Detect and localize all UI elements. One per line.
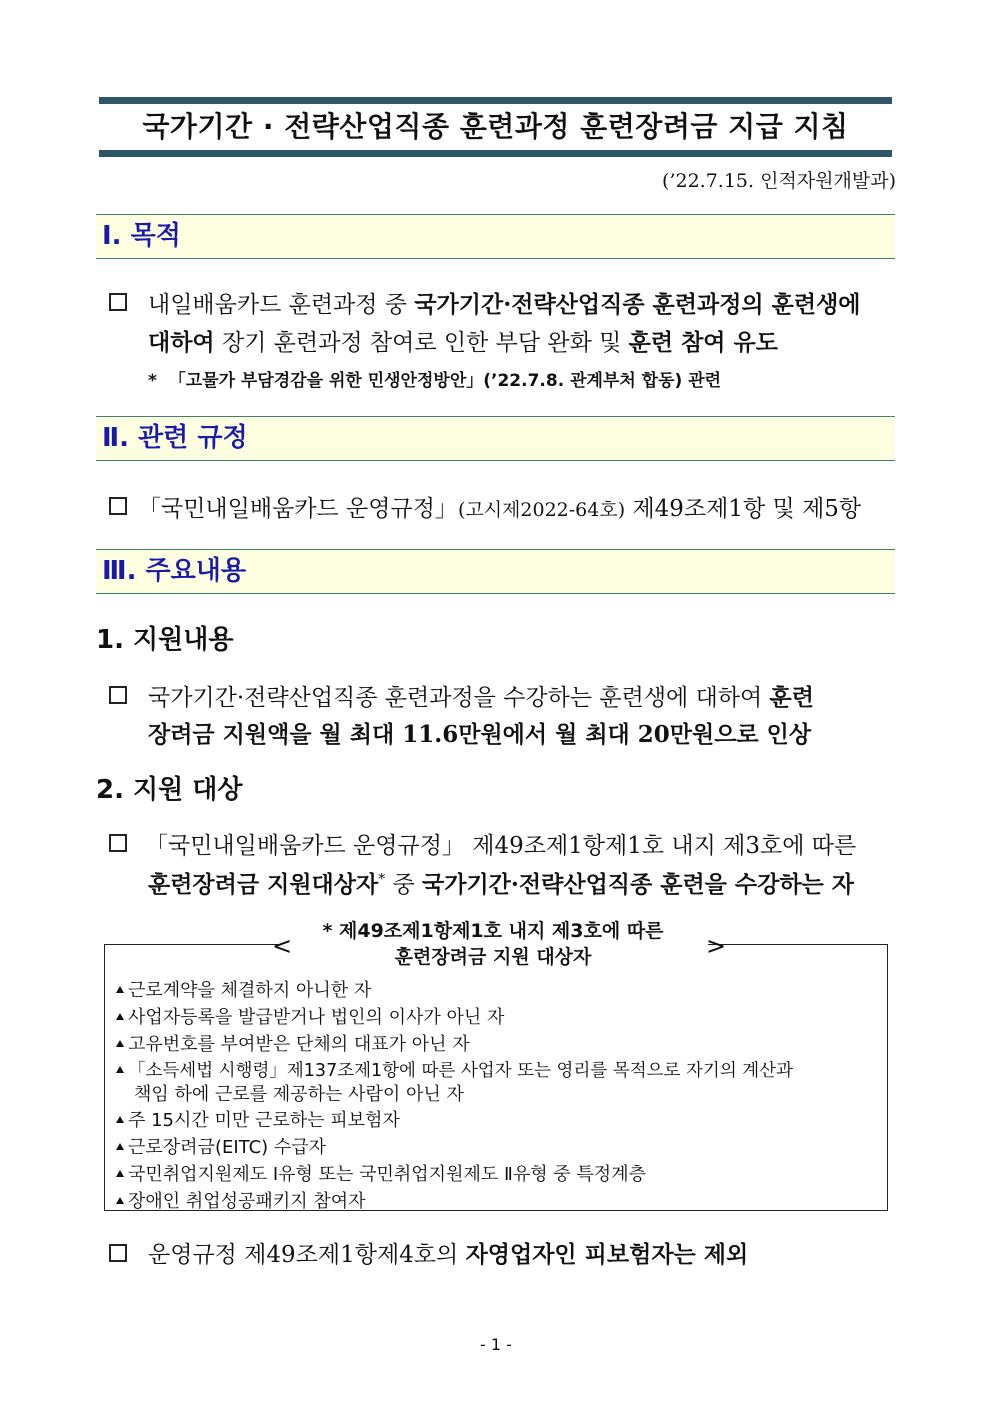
list-item [116,1003,504,1029]
triangle-bullet-icon [116,1116,124,1123]
triangle-bullet-icon [116,1066,124,1073]
section-label: Ⅰ. 목적 [102,221,181,251]
checkbox-icon [109,834,127,852]
purpose-line-2 [148,324,778,357]
triangle-bullet-icon [116,1197,124,1204]
section-header-purpose [96,214,895,259]
list-item [116,1030,470,1056]
list-item-continuation: 책임 하에 근로를 제공하는 사람이 아닌 자 [134,1084,464,1105]
subheading-eligibility: 2. 지원 대상 [96,775,243,805]
text: 「국민내일배움카드 운영규정」 [138,496,458,522]
checkbox-icon [109,686,127,704]
text: 장기 훈련과정 참여로 인한 부담 완화 및 [214,330,629,356]
asterisk: * [148,371,157,391]
list-item-text: 고유번호를 부여받은 단체의 대표가 아닌 자 [128,1034,470,1055]
text-bold: 훈련 참여 유도 [628,329,778,356]
list-item [116,1160,646,1186]
checkbox-icon [109,1244,127,1262]
triangle-bullet-icon [116,1013,124,1020]
triangle-bullet-icon [116,1143,124,1150]
text: 국가기간·전략산업직종 훈련과정을 수강하는 훈련생에 대하여 [148,685,770,711]
text: 내일배움카드 훈련과정 중 [148,292,415,318]
bracket-right: > [706,932,727,960]
section-label: Ⅱ. 관련 규정 [102,423,248,453]
triangle-bullet-icon [116,986,124,993]
text: 운영규정 제49조제1항제4호의 [148,1242,466,1268]
triangle-bullet-icon [116,1170,124,1177]
box-title [278,918,708,970]
date-department: (’22.7.15. 인적자원개발과) [662,170,896,192]
list-item-text: 「소득세법 시행령」제137조제1항에 따른 사업자 또는 영리를 목적으로 자기의 계산과 [128,1061,793,1081]
text-small: (고시제2022-64호) [457,499,626,521]
list-item-text: 국민취업지원제도 Ⅰ유형 또는 국민취업지원제도 Ⅱ유형 중 특정계층 [128,1164,646,1185]
section-header-regulation [96,416,895,461]
box-title-line-1: * 제49조제1항제1호 내지 제3호에 따른 [322,920,664,942]
support-line-1 [148,679,814,712]
text-bold: 훈련 [769,684,814,711]
list-item [116,1133,326,1159]
list-item-text: 근로계약을 체결하지 아니한 자 [128,980,372,1001]
list-item [116,976,371,1002]
eligibility-line-2 [148,866,854,899]
text-bold: 훈련장려금 지원대상자 [148,871,379,898]
text-bold: 국가기간·전략산업직종 훈련을 수강하는 자 [422,871,854,898]
list-item [116,1106,400,1132]
support-line-2: 장려금 지원액을 월 최대 11.6만원에서 월 최대 20만원으로 인상 [148,721,812,748]
page-number: - 1 - [480,1335,512,1354]
list-item-text: 근로장려금(EITC) 수급자 [128,1137,327,1158]
list-item-text: 장애인 취업성공패키지 참여자 [128,1191,366,1212]
list-item [116,1187,366,1213]
text-bold: 자영업자인 피보험자는 제외 [465,1241,749,1268]
triangle-bullet-icon [116,1040,124,1047]
list-item-text: 주 15시간 미만 근로하는 피보험자 [128,1110,400,1131]
bracket-left: < [272,932,293,960]
title-bottom-rule [99,150,892,157]
box-title-line-2: 훈련장려금 지원 대상자 [394,946,592,968]
title-top-rule [99,97,892,104]
purpose-line-1 [148,286,861,319]
text: 중 [385,872,423,898]
text-bold: 국가기간·전략산업직종 훈련과정의 훈련생에 [414,291,861,318]
purpose-note [148,366,721,391]
exclusion-line [148,1236,748,1269]
checkbox-icon [109,497,127,515]
list-item [116,1057,793,1082]
subheading-support-content: 1. 지원내용 [96,625,234,655]
eligibility-line-1: 「국민내일배움카드 운영규정」 제49조제1항제1호 내지 제3호에 따른 [145,833,857,859]
list-item-text: 사업자등록을 발급받거나 법인의 이사가 아닌 자 [128,1007,505,1028]
note-text: 「고물가 부담경감을 위한 민생안정방안」(’22.7.8. 관계부처 합동) 관련 [168,371,722,391]
checkbox-icon [109,293,127,311]
regulation-line [138,490,861,523]
document-title: 국가기간 · 전략산업직종 훈련과정 훈련장려금 지급 지침 [142,110,849,143]
section-label: Ⅲ. 주요내용 [102,556,246,586]
asterisk: * [378,871,386,888]
text-bold: 대하여 [148,329,215,356]
section-header-main-content [96,549,895,594]
text: 제49조제1항 및 제5항 [625,496,862,522]
